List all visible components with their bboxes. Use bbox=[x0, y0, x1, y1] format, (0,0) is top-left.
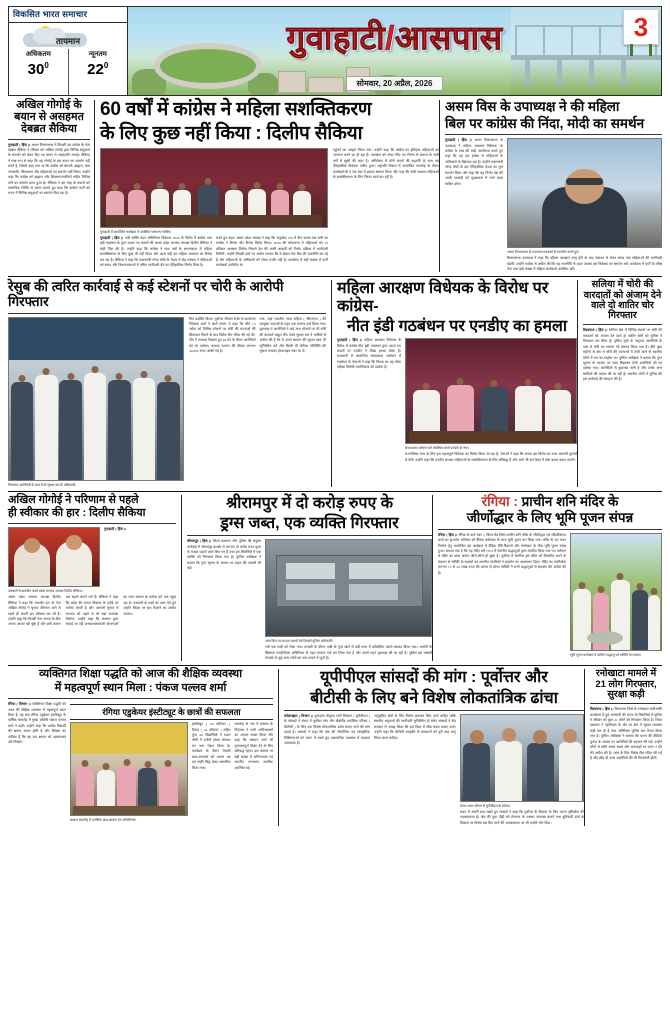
page-number-badge bbox=[623, 9, 659, 45]
article-body-col-3: सदन में अपनी बात रखते हुए सांसदों ने कहा कि पूर्वोत्तर के विकास के लिए अलग दृष्टिकोण की आवश्यकता है। क्षेत्र की युवा पीढ़ी को रोजगार के अवसर उपलब्ध कराने तथा बुनियादी ढांचे के विकास पर विशेष बल दिए जाने की आवश्यकता पर भी उन्होंने जोर दिया। bbox=[460, 809, 584, 825]
headline-line-2: के लिए कुछ नहीं किया : दिलीप सैकिया bbox=[100, 122, 363, 144]
article-uppl-mps-demand bbox=[278, 669, 584, 826]
headline-line-1: महिला आरक्षण विधेयक के विरोध पर कांग्रेस- bbox=[337, 280, 549, 315]
article-saliya-thieves-arrested bbox=[577, 280, 662, 486]
article-body-col-2: इंस्टीट्यूट ( 60 प्रतिशत ), दिव्या ( 54 प्रतिशत ) सहित कुल 60 विद्यार्थियों ने प्रथम श्रेणी में उत्तीर्ण होकर संस्थान का नाम रोशन किया है। कार्यक्रम के दौरान मेधावी छात्र-छात्राओं को प्रमाण पत्र एवं स्मृति चिह्न देकर सम्मानित किया गया। bbox=[192, 722, 231, 770]
article-photo bbox=[70, 722, 188, 816]
weather-max-value: $30^0$ bbox=[27, 61, 49, 78]
weather-widget bbox=[9, 23, 127, 95]
weather-max bbox=[9, 49, 68, 95]
headline-line-1: असम विस के उपाध्यक्ष ने की महिला bbox=[445, 99, 620, 114]
article-body-col-1: गुवाहाटी ( हिंस )। नारी शक्ति वंदन अधिनियम विधेयक 2026 के विरोध में कांग्रेस तथा इंडी गठबंधन के द्वारा उठाए गए कदमों की असम प्रदेश भाजपा अध्यक्ष दिलीप सैकिया ने कड़ी निंदा की है। उन्होंने कहा कि कांग्रेस ने साठ वर्षों के शासनकाल में महिला सशक्तिकरण के लिए कुछ भी नहीं किया और आज वही दल महिला आरक्षण का विरोध कर रहा है। सैकिया ने कहा कि प्रधानमंत्री नरेन्द्र मोदी के नेतृत्व में केंद्र सरकार ने महिलाओं को संसद और विधानसभाओं में उचित भागीदारी देने का ऐतिहासिक निर्णय लिया है। bbox=[100, 236, 213, 268]
article-deputy-speaker bbox=[439, 100, 662, 272]
section-divider bbox=[8, 491, 662, 492]
row-2 bbox=[8, 280, 662, 486]
article-body-col-2: गया, जहां भारतीय न्याय संहिता ( बीएनएस ) की उपयुक्त धाराओं के तहत एक मामला दर्ज किया गया। पूछताछ में आरोपियों ने कई अन्य स्टेशनों पर भी चोरी की वारदातें कबूल कीं। रेलवे सुरक्षा बल ने यात्रियों से अपील की है कि वे अपने सामान की सुरक्षा स्वयं भी सुनिश्चित करें और किसी भी संदिग्ध गतिविधि की सूचना तत्काल हेल्पलाइन नंबर पर दें। bbox=[259, 316, 326, 354]
temperature-label: तापमान bbox=[56, 36, 80, 46]
photo-caption: सम्मान समारोह में उपस्थित छात्र-छात्राएं एवं अतिथिगण। bbox=[70, 818, 137, 823]
article-body: विश्वनाथ ( हिंस )। सलिया क्षेत्र में विभिन्न स्थानों पर चोरी की वारदातों को अंजाम देने वाले दो शातिर चोरों को पुलिस ने गिरफ्तार कर लिया है। पुलिस सूत्रों के अनुसार आरोपियों के पास से चोरी का सामान भी बरामद किया गया है। बीते कुछ महीनों से क्षेत्र में चोरी की घटनाओं में तेजी आने से स्थानीय लोगों में भय का माहौल था। पुलिस अधीक्षक ने बताया कि गुप्त सूचना के आधार पर जाल बिछाकर दोनों आरोपियों को धर दबोचा गया। आरोपियों से पूछताछ जारी है और उनके अन्य साथियों की तलाश की जा रही है। स्थानीय लोगों ने पुलिस की इस कार्रवाई की सराहना की है। bbox=[583, 328, 662, 382]
row-3 bbox=[8, 495, 662, 662]
article-subhead: रंगिया एडुकेयर इंस्टीट्यूट के छात्रों की सफलता bbox=[70, 704, 273, 720]
article-rangiya-shani-temple bbox=[432, 495, 662, 662]
article-body-col-1: गुवाहाटी ( हिंस )। असम विधानसभा के उपाध्यक्ष ने महिला आरक्षण विधेयक पर कांग्रेस के रुख की कड़ी आलोचना करते हुए कहा कि यह दल हमेशा से महिलाओं के अधिकारों के खिलाफ रहा है। उन्होंने प्रधानमंत्री नरेन्द्र मोदी के इस ऐतिहासिक कदम का पूर्ण समर्थन किया और कहा कि यह निर्णय देश की आधी आबादी को मुख्यधारा में लाने वाला साबित होगा। bbox=[445, 138, 503, 186]
photo-caption: भूमि पूजन कार्यक्रम में शामिल श्रद्धालु एवं समिति के सदस्य। bbox=[570, 652, 642, 657]
article-body-col-2: राजनीतिक लाभ के लिए इस महत्वपूर्ण विधेयक का विरोध किया जा रहा है। नेताओं ने कहा कि जनता इस विरोध का उत्तर आगामी चुनावों में देगी। उन्होंने कहा कि एनडीए सरकार महिलाओं के सशक्तिकरण के लिए प्रतिबद्ध है और आगे भी इस दिशा में ठोस कदम उठाए जाएंगे। bbox=[405, 452, 577, 462]
photo-caption: संसद भवन परिसर में यूपीपीएल के सांसद। bbox=[460, 803, 511, 808]
article-akhil-gogoi-defeat bbox=[8, 495, 181, 662]
headline-line-2: में महत्वपूर्ण स्थान मिला : पंकज पल्लव शर्मा bbox=[54, 682, 227, 695]
article-srirampur-drugs-seized bbox=[181, 495, 432, 662]
article-body-col-2: विधानसभा उपाध्यक्ष ने कहा कि महिला आरक्षण लागू होने के बाद पंचायत से लेकर संसद तक महिलाओं की भागीदारी बढ़ेगी। उन्होंने कांग्रेस से अपील की कि वह राजनीति से ऊपर उठकर इस विधेयक का समर्थन करे। कार्यक्रम में पार्टी के वरिष्ठ नेता तथा बड़ी संख्या में महिला कार्यकर्ता उपस्थित रहीं। bbox=[507, 256, 662, 271]
article-photo bbox=[8, 317, 184, 481]
article-body: रंगिया ( हिंस )। रंगिया के वार्ड नंबर 7, बिल्व रोड स्थित प्राचीन शनि मंदिर के जीर्णोद्धार एवं सौंदर्यीकरण कार्य का शुभारंभ शनिवार को वैदिक मंत्रोच्चार के साथ भूमि पूजन कर किया गया। मंदिर के नए भवन निर्माण हेतु आयोजित इस कार्यक्रम में वैदिक रीति-रिवाजों और मंत्रोच्चार के बीच भूमि पूजन संपन्न हुआ। बताया गया है कि यह मंदिर वर्ष 1974 में स्थानीय श्रद्धालुओं द्वारा स्थापित किया गया था। वर्तमान में मंदिर का ढांचा अत्यंत जीर्ण-शीर्ण हो चुका है। पूर्वोत्तर में स्थापित इस मंदिर को विकसित करने के संकल्प से समिति के सदस्यों एवं स्थानीय नागरिकों ने सहयोग का आश्वासन दिया। मंदिर का नवनिर्माण लगभग 15 से 20 लाख रुपए की लागत से होगा। समिति ने सभी श्रद्धालुओं से सहयोग की अपील की है। bbox=[438, 532, 566, 575]
weather-min-label: न्यूनतम bbox=[88, 51, 107, 58]
weather-min bbox=[68, 49, 128, 95]
article-photo bbox=[460, 714, 584, 802]
article-ranokhata-arrests bbox=[584, 669, 662, 826]
weather-min-value: $22^0$ bbox=[87, 61, 109, 78]
masthead bbox=[8, 6, 662, 96]
headline-line-2: जीर्णोद्धार के लिए भूमि पूजन संपन्न bbox=[466, 510, 634, 526]
article-congress-women-empowerment bbox=[94, 100, 439, 272]
article-body-col-1: रंगिया ( विभाग )। व्यक्तिगत शिक्षा पद्धति को आज की शैक्षिक व्यवस्था में महत्वपूर्ण स्थान मिला है, यह बात रंगिया एडुकेयर इंस्टीट्यूट के वार्षिक समारोह में मुख्य अतिथि पंकज पल्लव शर्मा ने कही। उन्होंने कहा कि प्रत्येक विद्यार्थी की क्षमता अलग होती है और शिक्षक का दायित्व है कि वह उस क्षमता को पहचानकर उसे निखारे। bbox=[8, 702, 66, 745]
section-divider bbox=[8, 665, 662, 666]
headline: सलिया में चोरी की वारदातों को अंजाम देने वाले दो शातिर चोर गिरफ्तार bbox=[583, 279, 662, 322]
article-akhil-gogoi-kicker bbox=[8, 100, 94, 272]
photo-caption: पत्रकारों से बातचीत करते प्रदेश भाजपा अध्यक्ष दिलीप सैकिया। bbox=[8, 589, 83, 594]
photo-caption: संवाददाता सम्मेलन को संबोधित करते एनडीए के नेता। bbox=[405, 446, 470, 451]
article-body: विश्वनाथ ( हिंस )। विश्वनाथ जिले के रनोखाटा चारिआलि कार्यालय में हुई आगजनी की घटना के सिलसिले में पुलिस ने रविवार को कुल 21 लोगों को गिरफ्तार किया है। जिला प्रशासन ने एहतियात के तौर पर क्षेत्र में सुरक्षा व्यवस्था कड़ी कर दी है तथा अतिरिक्त पुलिस बल तैनात किया गया है। पुलिस अधीक्षक ने बताया कि घटना की वीडियो फुटेज के आधार पर आरोपियों की पहचान की गई। उन्होंने लोगों से शांति बनाए रखने और अफवाहों पर ध्यान न देने की अपील की है। जांच के लिए विशेष टीम गठित की गई है और शीघ्र ही अन्य आरोपियों की भी गिरफ्तारी होगी। bbox=[590, 707, 662, 760]
headline-line-1: रंगिया : प्राचीन शनि मंदिर के bbox=[481, 493, 619, 509]
article-photo bbox=[570, 533, 662, 651]
masthead-banner bbox=[128, 7, 661, 95]
article-body: गुवाहाटी ( हिंस )। असम विधानसभा में विपक्षी दल कांग्रेस के नेता देबब्रत सैकिया ने रविवार को अखिल गोगोई द्वारा विभिन्न समुदायों के समर्थन को लेकर दिए गए बयान से असहमति जताई। सैकिया ने स्पष्ट रूप से कहा कि वह गोगोई के इस कथन का समर्थन नहीं करते हैं, जिसमें कहा गया था कि कांग्रेस को बंगाली, ब्राह्मण, चाय जनजाति, शिवसागर और महिलाओं का समर्थन नहीं मिला। उन्होंने कहा कि कांग्रेस को ब्राह्मण और शिवसागरवासियों सहित विभिन्न वर्गों का समर्थन प्राप्त हुआ है। सैकिया ने इस तरह के बयानों को वास्तविक स्थिति से अलग बताते हुए कहा कि कांग्रेस पार्टी को राज्य में विभिन्न समुदायों का समर्थन मिल रहा है। bbox=[8, 142, 90, 196]
row-4 bbox=[8, 669, 662, 826]
section-divider bbox=[8, 276, 662, 277]
page-title: गुवाहाटी/आसपास bbox=[286, 19, 503, 56]
headline-line-2: ड्रग्स जब्त, एक व्यक्ति गिरफ्तार bbox=[220, 514, 399, 532]
weather-max-label: अधिकतम bbox=[25, 51, 51, 58]
headline-line-1: व्यक्तिगत शिक्षा पद्धति को आज की शैक्षिक व्यवस्था bbox=[38, 668, 243, 681]
headline-line-1: 60 वर्षों में कांग्रेस ने महिला सशक्तिकरण bbox=[100, 99, 372, 120]
article-body-col-1: श्रीरामपुर ( हिंस )। जिला प्रशासन और पुलिस की संयुक्त कार्रवाई में श्रीरामपुर इलाके से लगभग दो करोड़ रुपए मूल्य के मादक पदार्थ जब्त किए गए हैं तथा इस सिलसिले में एक व्यक्ति को गिरफ्तार किया गया है। पुलिस अधीक्षक ने बताया कि गुप्त सूचना के आधार पर वाहन की तलाशी ली गई। bbox=[187, 539, 262, 571]
weather-cloud-icon bbox=[9, 23, 127, 49]
headline-line-1: अखिल गोगोई ने परिणाम से पहले bbox=[8, 493, 139, 506]
article-body-col-2: अनुसूचित क्षेत्रों के लिए विशेष प्रावधान किए जाने चाहिए ताकि स्थानीय समुदायों की भागीदारी सुनिश्चित हो सके। सांसदों ने केंद्र सरकार से आग्रह किया कि इस दिशा में शीघ्र कदम उठाए जाएं। उन्होंने कहा कि बीटीसी समझौते के प्रावधानों को पूरी तरह लागू किया जाना चाहिए। bbox=[374, 713, 456, 740]
article-body-col-3: समारोह के अंत में संस्थान के निदेशक ने सभी अभिभावकों का आभार व्यक्त किया और कहा कि संस्थान आगे भी गुणवत्तापूर्ण शिक्षा देने के लिए प्रतिबद्ध रहेगा। इस अवसर पर बड़ी संख्या में अभिभावक एवं स्थानीय गणमान्य नागरिक उपस्थित रहे। bbox=[234, 722, 273, 770]
article-body-col-2: भरी एक गाड़ी को रोका गया। तलाशी के दौरान गाड़ी के गुप्त खाने से बड़ी मात्रा में प्रतिबंधित पदार्थ बरामद किया गया। आरोपी के खिलाफ एनडीपीएस अधिनियम के तहत मामला दर्ज कर लिया गया है और उससे गहन पूछताछ की जा रही है। पुलिस इस तस्करी नेटवर्क से जुड़े अन्य लोगों का पता लगाने में जुटी है। bbox=[265, 645, 432, 660]
headline-line-2: नीत इंडी गठबंधन पर एनडीए का हमला bbox=[347, 317, 567, 335]
article-body-col-1: कोकराझार ( विभाग )। यूनाइटेड पीपुल्स पार्टी लिबरल ( यूपीपीएल ) के सांसदों ने संसद में पूर्वोत्तर क्षेत्र और बोडोलैंड प्रादेशिक परिषद ( बीटीसी ) के लिए एक विशेष लोकतांत्रिक ढांचा बनाए जाने की मांग उठाई है। सांसदों ने कहा कि क्षेत्र की भौगोलिक एवं सांस्कृतिक विशिष्टताओं को ध्यान में रखते हुए प्रशासनिक व्यवस्था में बदलाव आवश्यक है। bbox=[284, 713, 370, 746]
headline: रनोखाटा मामले में 21 लोग गिरफ्तार, सुरक्षा कड़ी bbox=[595, 668, 657, 700]
headline-line-2: बीटीसी के लिए बने विशेष लोकतांत्रिक ढांचा bbox=[310, 689, 558, 707]
article-body-col-1: फिर प्रदर्शित किया। पूर्वोत्तर सीमांत रेलवे के कार्यालय निदेशक शर्मा ने जारी बयान में कहा कि बीते 13 अप्रैल को विभिन्न स्टेशनों पर चोरी की घटनाओं की शिकायत मिलने के बाद विशेष टीम गठित की गई थी। टीम ने तत्परता दिखाते हुए 48 घंटे के भीतर आरोपियों को धर दबोचा। बरामद सामान की कीमत लगभग 40,000 रुपए आंकी गई है। bbox=[189, 316, 256, 354]
publication-date: सोमवार, 20 अप्रैल, 2026 bbox=[346, 76, 444, 91]
photo-caption: जब्त किए गए मादक पदार्थों को दिखाते पुलिस अधिकारी। bbox=[265, 639, 334, 644]
article-body-col-1: गुवाहाटी ( हिंस )। bbox=[104, 527, 127, 532]
brand-line: विकसित भारत समाचार bbox=[9, 7, 127, 23]
signpost-left bbox=[630, 44, 633, 56]
article-body-col-1: गुवाहाटी ( हिंस )। महिला आरक्षण विधेयक के विरोध में कांग्रेस-नीत इंडी गठबंधन द्वारा उठाए गए कदमों पर एनडीए ने तीखा हमला बोला है। राजधानी में आयोजित संवाददाता सम्मेलन में गठबंधन के नेताओं ने कहा कि विपक्ष का यह रवैया महिला विरोधी मानसिकता को दर्शाता है। bbox=[337, 338, 402, 370]
photo-caption: असम विधानसभा के उपाध्यक्ष पत्रकारों से बातचीत करते हुए। bbox=[507, 250, 580, 255]
photo-caption: गिरफ्तार आरोपियों के साथ रेलवे सुरक्षा बल के अधिकारी। bbox=[8, 482, 77, 487]
article-photo bbox=[8, 527, 100, 587]
article-photo bbox=[405, 338, 577, 444]
article-body-col-3: पहुंचने का आह्वान किया गया। उन्होंने कहा कि कांग्रेस का इतिहास महिलाओं का अपमान करने का ही रहा है। आरक्षण को लेकर लिए गए निर्णय से समाज के सभी वर्गों में खुशी की लहर है। अधिवेशन में दोनों सदनों की सहमति के साथ यह ऐतिहासिक विधेयक पारित हुआ। राष्ट्रपति निवास में आयोजित समारोह के दौरान कार्यकर्ताओं ने एक स्वर में इसका स्वागत किया और कहा कि मोदी सरकार महिलाओं के सशक्तिकरण के लिए निरंतर कार्य कर रही है। bbox=[333, 148, 439, 180]
article-body: असम प्रदेश भाजपा अध्यक्ष दिलीप सैकिया ने कहा कि रायजोर दल के नेता अखिल गोगोई ने चुनाव परिणाम आने से पहले ही अपनी हार स्वीकार कर ली है। उन्होंने कहा कि विपक्षी नेता जनता के बीच अपना आधार खो चुके हैं और इसी कारण अब बहाने बनाने लगे हैं। सैकिया ने कहा कि प्रदेश की जनता विकास के एजेंडे पर भरोसा करती है और आगामी चुनाव में भाजपा को पहले से भी बड़ा जनादेश मिलेगा। उन्होंने कहा कि सरकार द्वारा चलाई जा रही जनकल्याणकारी योजनाओं का लाभ समाज के प्रत्येक वर्ग तक पहुंच रहा है। पत्रकारों के प्रश्नों का उत्तर देते हुए उन्होंने विपक्ष पर भ्रम फैलाने का आरोप लगाया। bbox=[8, 595, 176, 627]
headline: रेसुब की त्वरित कार्रवाई से कई स्टेशनों पर चोरी के आरोपी गिरफ्तार bbox=[8, 279, 284, 309]
article-photo bbox=[100, 148, 328, 228]
article-education-pankaj-pallav-sharma bbox=[8, 669, 278, 826]
article-rpf-theft-arrests bbox=[8, 280, 331, 486]
headline-line-1: यूपीपीएल सांसदों की मांग : पूर्वोत्तर और bbox=[320, 669, 548, 687]
masthead-weather-panel bbox=[9, 7, 128, 95]
signpost-right bbox=[649, 44, 652, 56]
headline-location-prefix: रंगिया : bbox=[481, 493, 522, 509]
headline-line-2: ही स्वीकार की हार : दिलीप सैकिया bbox=[8, 507, 146, 520]
article-body-col-2: करते हुए कहा। असम प्रदेश अध्यक्ष ने कहा कि अनुच्छेद 370 में तीन दशक तक सभी का कांग्रेस ने विरोध और विरोध विरोध किया। 2029 की लोकसभा में महिलाओं को 33 प्रतिशत आरक्षण मिलेगा जिससे देश की आधी आबादी को निर्णय प्रक्रिया में भागीदारी मिलेगी। उन्होंने विपक्षी दलों पर आरोप लगाया कि वे केवल वोट बैंक की राजनीति कर रहे हैं और महिलाओं के अधिकारों को लेकर गंभीर नहीं हैं। कार्यक्रम में बड़ी संख्या में पार्टी कार्यकर्ता उपस्थित थे। bbox=[216, 236, 328, 268]
headline: अखिल गोगोई के बयान से असहमत देबब्रत सैकिया bbox=[14, 99, 84, 135]
article-photo bbox=[265, 539, 432, 637]
headline-line-1: श्रीरामपुर में दो करोड़ रुपए के bbox=[225, 494, 394, 512]
article-nda-attack-indi bbox=[331, 280, 577, 486]
row-1 bbox=[8, 100, 662, 272]
headline-line-2: बिल पर कांग्रेस की निंदा, मोदी का समर्थन bbox=[445, 115, 645, 131]
page-number: 3 bbox=[633, 11, 649, 42]
article-photo bbox=[507, 138, 662, 248]
photo-caption: गुवाहाटी में आयोजित कार्यक्रम में उपस्थित गणमान्य व्यक्ति। bbox=[100, 230, 171, 235]
